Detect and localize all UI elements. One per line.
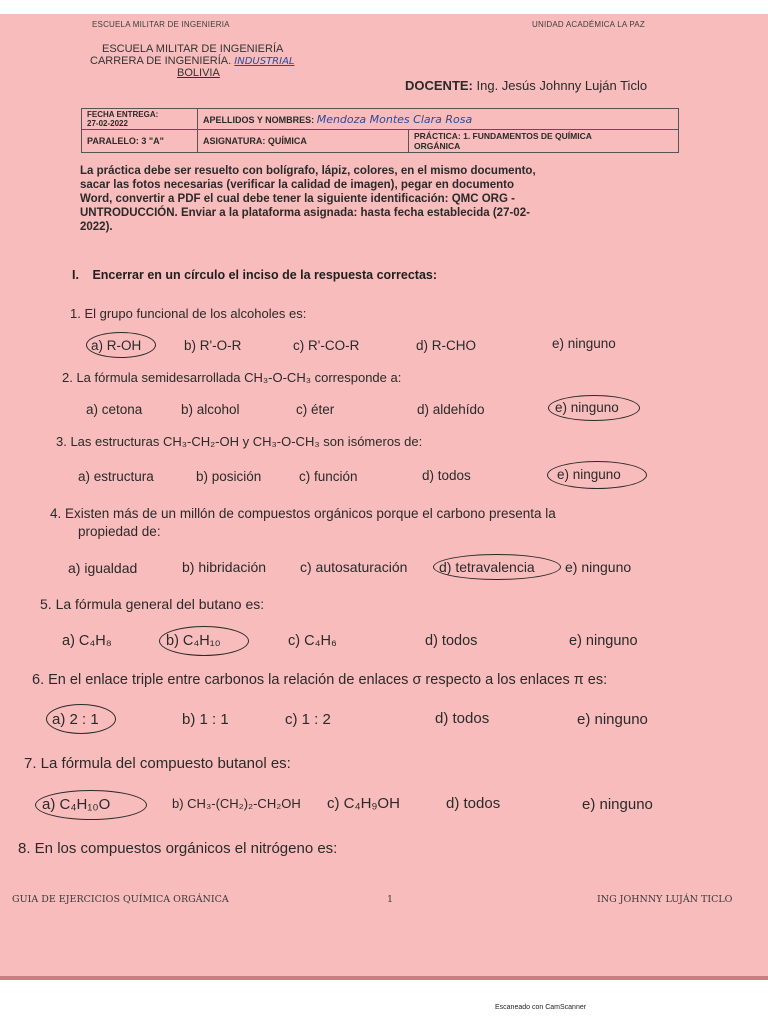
q4-option-a[interactable]: a) igualdad [68,560,138,576]
asignatura-cell: ASIGNATURA: QUÍMICA [198,130,409,153]
docente [405,78,647,93]
q7-option-b[interactable]: b) CH₃-(CH₂)₂-CH₂OH [172,796,301,811]
q1-option-b[interactable]: b) R'-O-R [184,338,242,353]
practica-line-1: PRÁCTICA: 1. FUNDAMENTOS DE QUÍMICA [414,131,592,141]
fecha-cell [82,109,198,130]
q7-option-a[interactable]: a) C₄H₁₀O [42,796,111,813]
q6-option-c[interactable]: c) 1 : 2 [285,711,331,728]
question-4-line-1: 4. Existen más de un millón de compuestos orgánicos porque el carbono presenta la [50,506,556,521]
instruction-line-4: UNTRODUCCIÓN. Enviar a la plataforma asignada: hasta fecha establecida (27-02- [80,207,530,219]
q2-option-c[interactable]: c) éter [296,402,335,417]
fecha-value: 27-02-2022 [87,119,128,128]
instruction-line-1: La práctica debe ser resuelto con bolígrafo, lápiz, colores, en el mismo documento, [80,165,536,177]
apellidos-cell [198,109,679,130]
q3-option-b[interactable]: b) posición [196,469,262,484]
q5-option-a[interactable]: a) C₄H₈ [62,633,112,649]
instruction-line-5: 2022). [80,221,113,233]
q6-option-a[interactable]: a) 2 : 1 [52,711,99,728]
q2-option-b[interactable]: b) alcohol [181,402,240,417]
practica-line-2: ORGÁNICA [414,141,461,151]
answer-circle [35,790,147,820]
page-edge-shadow [0,976,768,980]
question-5: 5. La fórmula general del butano es: [40,596,265,612]
section-number: I. [72,268,79,282]
q3-option-e[interactable]: e) ninguno [557,467,621,482]
question-7: 7. La fórmula del compuesto butanol es: [24,755,291,772]
apellidos-label: APELLIDOS Y NOMBRES: [203,114,315,125]
answer-circle [433,554,561,580]
instruction-line-2: sacar las fotos necesarias (verificar la calidad de imagen), pegar en documento [80,179,514,191]
paralelo-cell: PARALELO: 3 "A" [82,130,198,153]
q7-option-e[interactable]: e) ninguno [582,796,653,813]
scanned-page [0,14,768,980]
q7-option-d[interactable]: d) todos [446,795,501,812]
question-1: 1. El grupo funcional de los alcoholes es: [70,306,307,321]
answer-circle [547,461,647,489]
school-top-label: ESCUELA MILITAR DE INGENIERIA [92,20,230,29]
footer-page: 1 [387,894,394,905]
q7-option-c[interactable]: c) C₄H₉OH [327,795,400,812]
docente-label: DOCENTE: [405,78,473,93]
question-2: 2. La fórmula semidesarrollada CH₃-O-CH₃ corresponde a: [62,370,402,385]
q4-option-c[interactable]: c) autosaturación [300,559,408,575]
docente-name: Ing. Jesús Johnny Luján Ticlo [476,78,648,93]
school-name: ESCUELA MILITAR DE INGENIERÍA [102,43,284,55]
answer-circle [548,395,640,421]
country-name: BOLIVIA [177,67,220,79]
fecha-label: FECHA ENTREGA: [87,110,159,119]
unit-top-label: UNIDAD ACADÉMICA LA PAZ [532,20,645,29]
section-heading: Encerrar en un círculo el inciso de la respuesta correctas: [92,268,438,282]
q2-option-d[interactable]: d) aldehído [417,402,485,417]
q1-option-d[interactable]: d) R-CHO [416,338,476,353]
q1-option-e[interactable]: e) ninguno [552,336,616,351]
q2-option-a[interactable]: a) cetona [86,402,143,417]
footer-right: ING JOHNNY LUJÁN TICLO [597,894,733,905]
question-8: 8. En los compuestos orgánicos el nitrógeno es: [18,840,338,857]
question-6: 6. En el enlace triple entre carbonos la relación de enlaces σ respecto a los enlaces π es: [32,672,608,688]
footer-left: GUIA DE EJERCICIOS QUÍMICA ORGÁNICA [12,894,229,905]
q6-option-e[interactable]: e) ninguno [577,711,648,728]
info-table [81,108,679,153]
instructions [80,164,536,234]
answer-circle [159,626,249,656]
career-label: CARRERA DE INGENIERÍA. [90,55,232,67]
q5-option-c[interactable]: c) C₄H₆ [288,633,337,649]
q4-option-d[interactable]: d) tetravalencia [439,559,535,575]
q3-option-a[interactable]: a) estructura [78,469,154,484]
instruction-line-3: Word, convertir a PDF el cual debe tener la siguiente identificación: QMC ORG - [80,193,515,205]
camscanner-watermark: Escaneado con CamScanner [495,1004,587,1011]
q1-option-c[interactable]: c) R'-CO-R [293,338,360,353]
section-title [72,268,437,282]
q6-option-b[interactable]: b) 1 : 1 [182,711,229,728]
q5-option-d[interactable]: d) todos [425,633,478,649]
question-4-line-2: propiedad de: [78,524,161,539]
answer-circle [86,332,156,358]
answer-circle [46,704,116,734]
q4-option-b[interactable]: b) hibridación [182,559,267,575]
practica-cell [409,130,679,153]
q3-option-d[interactable]: d) todos [422,468,471,483]
q5-option-e[interactable]: e) ninguno [569,633,638,649]
career-name [90,55,294,67]
question-3: 3. Las estructuras CH₃-CH₂-OH y CH₃-O-CH₃ son isómeros de: [56,434,423,449]
q2-option-e[interactable]: e) ninguno [555,400,619,415]
q4-option-e[interactable]: e) ninguno [565,559,632,575]
student-name: Mendoza Montes Clara Rosa [316,112,473,126]
q3-option-c[interactable]: c) función [299,469,358,484]
career-handwritten: INDUSTRIAL [234,56,295,67]
q1-option-a[interactable]: a) R-OH [91,338,142,353]
q6-option-d[interactable]: d) todos [435,710,490,727]
q5-option-b[interactable]: b) C₄H₁₀ [166,633,221,649]
